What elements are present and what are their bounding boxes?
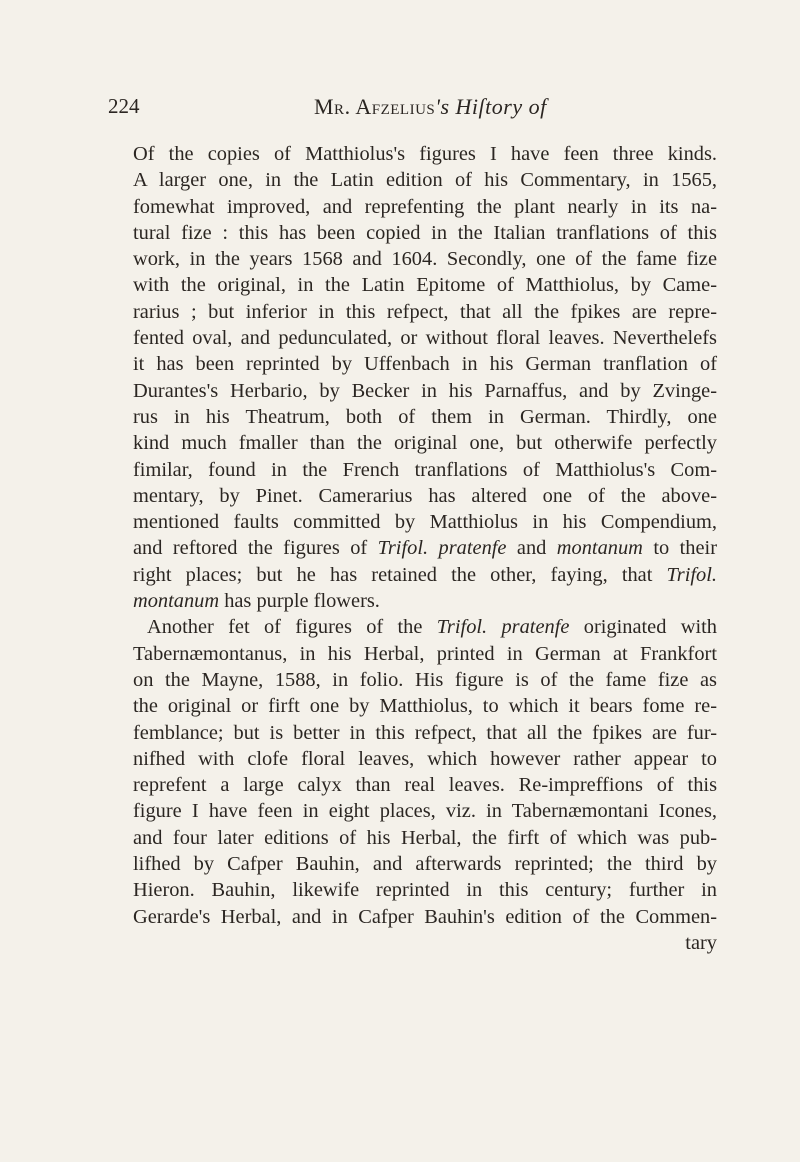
text-line — [133, 588, 717, 614]
text-segment: figure I have feen in eight places, viz. in Tabernæmontani Icones, — [133, 800, 717, 823]
text-line — [133, 246, 717, 272]
text-line — [133, 877, 717, 903]
text-segment: Durantes's Herbario, by Becker in his Parnaffus, and by Zvinge- — [133, 379, 717, 402]
running-title-subject: Hiſtory of — [455, 94, 547, 119]
running-title-possessive: 's — [435, 94, 450, 119]
text-segment: right places; but he has retained the other, faying, that — [133, 563, 667, 586]
text-segment: Gerarde's Herbal, and in Cafper Bauhin's edition of the Commen- — [133, 905, 717, 928]
text-line — [133, 667, 717, 693]
text-segment: Another fet of figures of the — [147, 616, 437, 639]
text-segment: work, in the years 1568 and 1604. Secondly, one of the fame fize — [133, 248, 717, 271]
italic-text: Trifol. pratenfe — [377, 537, 507, 560]
text-segment: to their — [642, 537, 717, 560]
text-segment: the original or firft one by Matthiolus, to which it bears fome re- — [133, 695, 717, 718]
text-line — [133, 904, 717, 930]
text-segment: nifhed with clofe floral leaves, which however rather appear to — [133, 747, 717, 770]
text-line — [133, 220, 717, 246]
text-line — [133, 299, 717, 325]
text-line — [133, 772, 717, 798]
text-line — [133, 641, 717, 667]
italic-text: montanum — [556, 537, 643, 560]
text-segment: fented oval, and pedunculated, or without floral leaves. Neverthelefs — [133, 327, 717, 350]
text-line — [133, 167, 717, 193]
text-segment: femblance; but is better in this refpect, that all the fpikes are fur- — [133, 721, 717, 744]
text-segment: kind much fmaller than the original one, but otherwife perfectly — [133, 432, 717, 455]
text-segment: Tabernæmontanus, in his Herbal, printed in German at Frankfort — [133, 642, 717, 665]
text-segment: fimilar, found in the French tranflations of Matthiolus's Com- — [133, 458, 717, 481]
text-line — [133, 720, 717, 746]
text-line — [133, 746, 717, 772]
text-line — [133, 693, 717, 719]
text-segment: mentary, by Pinet. Camerarius has altered one of the above- — [133, 484, 717, 507]
text-line — [133, 562, 717, 588]
page-number: 224 — [108, 94, 140, 118]
text-segment: with the original, in the Latin Epitome of Matthiolus, by Came- — [133, 274, 717, 297]
text-line — [133, 194, 717, 220]
text-segment: has purple flowers. — [219, 590, 380, 613]
text-line — [133, 430, 717, 456]
italic-text: Trifol. — [666, 563, 717, 586]
text-line — [133, 798, 717, 824]
text-segment: A larger one, in the Latin edition of his Commentary, in 1565, — [133, 169, 717, 192]
running-title — [314, 94, 547, 120]
text-line — [133, 457, 717, 483]
text-segment: Of the copies of Matthiolus's figures I have feen three kinds. — [133, 143, 717, 165]
text-line — [133, 272, 717, 298]
text-segment: and reftored the figures of — [133, 537, 378, 560]
text-line — [133, 351, 717, 377]
italic-text: montanum — [133, 590, 220, 613]
text-line — [133, 483, 717, 509]
text-line — [133, 509, 717, 535]
text-line — [133, 404, 717, 430]
running-head — [108, 94, 708, 134]
text-segment: and — [506, 537, 557, 560]
text-line — [133, 614, 717, 640]
text-segment: reprefent a large calyx than real leaves. Re-impreffions of this — [133, 774, 717, 797]
text-segment: tary — [685, 931, 717, 954]
text-segment: on the Mayne, 1588, in folio. His figure is of the fame fize as — [133, 668, 717, 691]
text-segment: it has been reprinted by Uffenbach in his German tranflation of — [133, 353, 717, 376]
running-title-author: Mr. Afzelius — [314, 94, 436, 119]
text-line — [133, 851, 717, 877]
text-line — [133, 325, 717, 351]
text-line — [133, 825, 717, 851]
text-line — [133, 378, 717, 404]
text-segment: Hieron. Bauhin, likewife reprinted in this century; further in — [133, 879, 717, 902]
text-line — [133, 141, 717, 167]
text-line — [133, 535, 717, 561]
text-segment: tural fize : this has been copied in the Italian tranflations of this — [133, 221, 717, 244]
text-segment: rus in his Theatrum, both of them in German. Thirdly, one — [133, 405, 717, 428]
text-segment: originated with — [569, 616, 717, 639]
text-segment: mentioned faults committed by Matthiolus in his Compendium, — [133, 511, 717, 534]
text-segment: and four later editions of his Herbal, the firft of which was pub- — [133, 826, 717, 849]
text-segment: fomewhat improved, and reprefenting the plant nearly in its na- — [133, 195, 717, 218]
text-segment: lifhed by Cafper Bauhin, and afterwards reprinted; the third by — [133, 853, 717, 876]
text-segment: rarius ; but inferior in this refpect, that all the fpikes are repre- — [133, 300, 717, 323]
italic-text: Trifol. pratenfe — [436, 616, 570, 639]
body-text — [133, 141, 717, 956]
text-line — [133, 930, 717, 956]
